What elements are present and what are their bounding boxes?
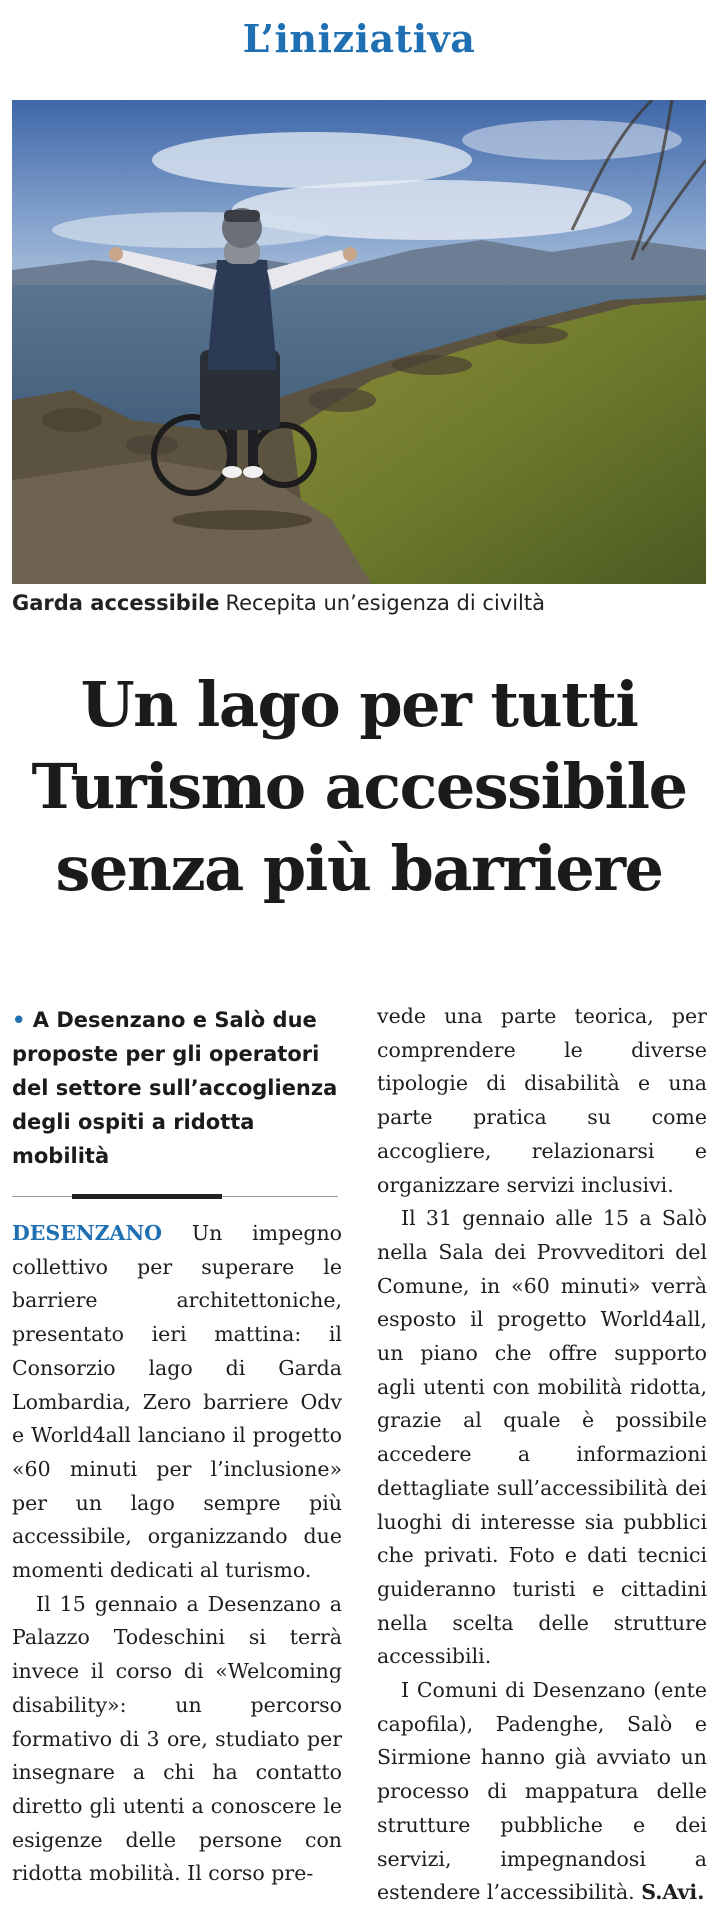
caption-title: Garda accessibile [12, 591, 220, 615]
author-signature: S.Avi. [641, 1880, 705, 1905]
paragraph-4 [377, 1674, 707, 1910]
summary-divider-accent [72, 1194, 222, 1199]
paragraph-3: Il 31 gennaio alle 15 a Salò nella Sala dei Provveditori del Comune, in «60 minuti» verrà esposto il progetto World4all, un piano che offre supporto agli utenti con mobilità ridotta, grazie al quale è possibile accedere a informazioni dettagliate sull’accessibilità dei luoghi di interesse sia pubblici che privati. Foto e dati tecnici guideranno turisti e cittadini nella scelta delle strutture accessibili. [377, 1206, 707, 1669]
headline [0, 664, 718, 910]
summary-box [12, 1003, 342, 1173]
paragraph-2a: Il 15 gennaio a Desenzano a Palazzo Todeschini si terrà invece il corso di «Welcoming disability»: un percorso formativo di 3 ore, studiato per insegnare a chi ha contatto diretto gli utenti a conoscere le esigenze delle persone con ridotta mobilità. Il corso pre- [12, 1591, 342, 1886]
dateline: DESENZANO [12, 1221, 163, 1245]
article-photo [12, 100, 706, 584]
caption-text: Recepita un’esigenza di civiltà [225, 591, 545, 615]
headline-line-1: Un lago per tutti [80, 668, 638, 741]
body-column-right [377, 1000, 707, 1910]
section-kicker: L’iniziativa [242, 16, 476, 61]
summary-bullet: • [12, 1008, 26, 1032]
lake-wheelchair-illustration [12, 100, 706, 584]
photo-caption [12, 591, 706, 615]
paragraph-1-text: Un impegno collettivo per superare le barriere architettoniche, presentato ieri mattina: il Consorzio lago di Garda Lombardia, Zero barriere Odv e World4all lanciano il progetto «60 minuti per l’inclusione» per un lago sempre più accessibile, organizzando due momenti dedicati al turismo. [12, 1221, 342, 1583]
headline-line-2: Turismo accessibile [31, 750, 687, 823]
paragraph-2b: vede una parte teorica, per comprendere le diverse tipologie di disabilità e una parte pratica su come accogliere, relazionarsi e organizzare servizi inclusivi. [377, 1004, 707, 1197]
headline-line-3: senza più barriere [55, 832, 663, 905]
paragraph-4-text: I Comuni di Desenzano (ente capofila), Padenghe, Salò e Sirmione hanno già avviato un processo di mappatura delle strutture pubbliche e dei servizi, impegnandosi a estendere l’accessibilità. [377, 1678, 707, 1905]
body-column-left [12, 1217, 342, 1891]
paragraph-1 [12, 1217, 342, 1588]
summary-text: A Desenzano e Salò due proposte per gli operatori del settore sull’accoglienza degli ospiti a ridotta mobilità [12, 1008, 338, 1168]
